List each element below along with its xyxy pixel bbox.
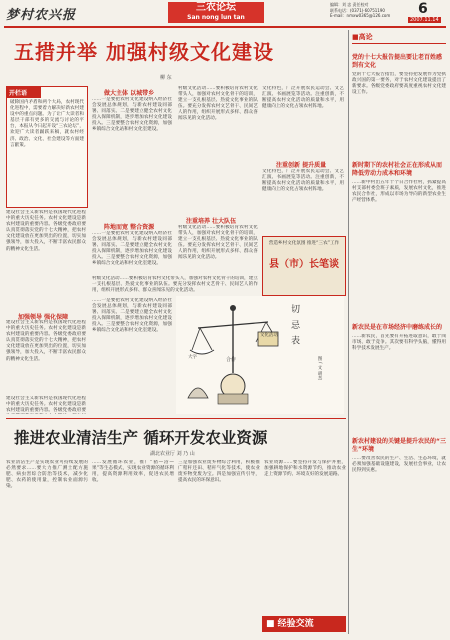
newspaper-logo: 梦村农兴报 xyxy=(6,8,77,23)
bottom-col-3: 三是加强农业废弃物综合利用，积极推广秸秆还田、秸秆气化等技术，使农业废弃物变废为宝。四是加强宣传引导，提高农民的环保意识。 xyxy=(178,460,260,484)
subhead-col3: 注重培养 壮大队伍 xyxy=(186,218,237,225)
article-col-7: 建设社会主义新农村是我国现代化进程中的重大历史任务。农村文化建设是新农村建设的重要内容。各级党委政府要 xyxy=(6,396,86,414)
subhead-col4: 注重创新 提升质量 xyxy=(276,162,327,169)
right-column-divider xyxy=(348,30,349,634)
right-body-1: 党的十七大报告指出，要坚持把发展作为党执政兴国的第一要务，对于农村文化建设提出了新要求。各级党委政府要高度重视农村文化建设工作。 xyxy=(352,72,446,96)
article-col-1: 建设社会主义新农村是我国现代化进程中的重大历史任务。农村文化建设是新农村建设的重要内容。各级党委政府要认真贯彻落实党的十七大精神，把农村文化建设放在更加突出的位置，切实加强领导，加大投入，不断丰富农民群众的精神文化生活。 xyxy=(6,210,86,252)
county-banner xyxy=(262,236,346,296)
article-col-5: 村级文化活动……要积极培育农村文化带头人，加强对农村文化骨干的培训，建立一支扎根基层、热爱文化事业的队伍。要充分发挥农村文艺骨干、民间艺人的作用，组织开展形式多样、群众喜闻乐见的文化活动。 xyxy=(92,276,258,294)
bottom-byline: 湖北农业厅 刘 乃 山 xyxy=(150,451,195,457)
right-body-3: ……新农民，首先要有开拓进取意识，敢于闯市场、敢于竞争。其次要有科学头脑，懂得用科学技术发展生产。 xyxy=(352,334,446,352)
bottom-col-4: 农业资源……要坚持开发与保护并重，加强耕地保护和水资源节约，推动农业走上资源节约、环境友好的发展道路。 xyxy=(264,460,346,478)
article-col-4b: 文化特色，广泛开展农民运动会、文艺汇演、书画展览等活动。注重创新，不断提高农村文化活动的质量和水平，用健康向上的文化占领农村阵地。 xyxy=(262,169,344,193)
article-col-2: ……一是要把农村文化建设纳入经济社会发展总体规划，与新农村建设同部署、同落实。二是要建立健全农村文化投入保障机制，逐步增加农村文化建设投入。三是要整合农村文化资源，加强乡镇综合文化站和村文化室建设。 xyxy=(92,97,172,133)
cartoon-panel xyxy=(176,296,344,414)
county-banner-title: 县（市）长笔谈 xyxy=(269,259,339,270)
editor-line: 编辑：刘 忠 责任校对 xyxy=(330,2,369,7)
article-col-3b: 村级文化活动……要积极培育农村文化带头人，加强对农村文化骨干的培训，建立一支扎根基层、热爱文化事业的队伍。要充分发挥农村文艺骨干、民间艺人的作用，组织开展形式多样、群众喜闻乐见的文化活动。 xyxy=(178,225,258,261)
opinion-box-label: 开栏语 xyxy=(7,87,41,98)
right-heading-4: 新农村建设的关键是提升农民的“三生”环境 xyxy=(352,438,446,453)
article-col-1b: 建设社会主义新农村是我国现代化进程中的重大历史任务。农村文化建设是新农村建设的重要内容。各级党委政府要认真贯彻落实党的十七大精神，把农村文化建设放在更加突出的位置，切实加强领导，加大投入，不断丰富农民群众的精神文化生活。 xyxy=(6,320,86,362)
section-title-tab xyxy=(168,2,264,23)
email-line: E-mail：nmxw0365@126.com xyxy=(330,13,391,18)
subhead-col2b: 阵地而宽 整合资源 xyxy=(104,224,155,231)
main-headline: 五措并举 加强村级文化建设 xyxy=(14,40,274,64)
issue-date: 2007.11.14 xyxy=(410,17,439,23)
county-banner-sub: 营造乡村文化氛围 推进“三农”工作 xyxy=(268,241,340,246)
right-heading-3: 新农民是在市场经济中磨练成长的 xyxy=(352,324,443,331)
masthead-rule xyxy=(4,26,446,28)
cartoon-title: 切 忌 表 xyxy=(289,304,299,347)
subhead-col2a: 做大主体 以城带乡 xyxy=(104,90,155,97)
right-heading-1: 党的十七大报告提出要让老百姓感到有文化 xyxy=(352,54,443,69)
subhead-col1: 加强领导 强化保障 xyxy=(18,314,69,321)
edition-info xyxy=(330,2,410,19)
square-icon: ■ xyxy=(266,619,278,629)
masthead xyxy=(0,0,450,26)
bottom-headline: 推进农业清洁生产 循环开发农业资源 xyxy=(14,428,268,447)
article-col-4: 文化特色，广泛开展农民运动会、文艺汇演、书画展览等活动。注重创新，不断提高农村文化活动的质量和水平，用健康向上的文化占领农村阵地。 xyxy=(262,86,344,110)
right-body-4: ……要改善农民的生产、生活、生态环境，就必须加强基础设施建设，发展社会事业，让农民得到实惠。 xyxy=(352,456,446,474)
experience-tab: ■ 经验交流 xyxy=(262,616,346,632)
opinion-box-body: 破除国内矛盾和两个大局，农村现代化进程中，需要着力解决好新农村建设中的重点问题。为了让广大读者和基层干部有更多的交流与讨论的平台，本报从今日起开设“三农论坛”，欢迎广大读者踊跃来稿，就农村经济、政治、文化、社会建设等方面建言献策。 xyxy=(10,100,84,148)
bottom-col-1: 农业清洁生产是实现农业可持续发展的必然要求……要大力推广测土配方施肥、病虫害综合防治等技术，减少化肥、农药的使用量，控制农业面源污染。 xyxy=(6,460,88,490)
section-title-en: San nong lun tan xyxy=(187,14,245,21)
opinion-box xyxy=(6,86,88,208)
cartoon-tag-1: 合作 xyxy=(226,357,237,363)
cartoon-tag-3: 大字 xyxy=(188,355,197,360)
square-icon: ■ xyxy=(352,33,359,41)
section-title-cn: 三农论坛 xyxy=(196,2,236,13)
article-col-6: ……一是要把农村文化建设纳入经济社会发展总体规划，与新农村建设同部署、同落实。二是要建立健全农村文化投入保障机制，逐步增加农村文化建设投入。三是要整合农村文化资源，加强乡镇综合文化站和村文化室建设。 xyxy=(92,298,172,334)
right-column xyxy=(352,32,446,632)
page-number: 6 xyxy=(418,1,428,17)
phone-line: 联系电话：(0371)·60751190 xyxy=(330,7,385,13)
cartoon-tag-2: 文化活动 xyxy=(260,333,278,338)
cartoon-credit: 图 / 文 胡杰 xyxy=(317,356,322,380)
right-body-2: ……新中村出五年十个日合作社村，抓紧提高村支部村委会班子素质，发展农村文化，推进农民合作社，形成以市场为导向的新型农业生产经营体系。 xyxy=(352,180,446,204)
main-byline: 柳 东 xyxy=(160,75,172,81)
bottom-col-2: ……发展循环农业，推广“猪—沼—果”等生态模式，实现农业资源的循环利用，提高资源利用效率，促进农民增收。 xyxy=(92,460,174,484)
article-col-2b: ……一是要把农村文化建设纳入经济社会发展总体规划，与新农村建设同部署、同落实。二是要建立健全农村文化投入保障机制，逐步增加农村文化建设投入。三是要整合农村文化资源，加强乡镇综合文化站和村文化室建设。 xyxy=(92,231,172,267)
bottom-story-rule xyxy=(6,418,346,419)
article-col-3: 村级文化活动……要积极培育农村文化带头人，加强对农村文化骨干的培训，建立一支扎根基层、热爱文化事业的队伍。要充分发挥农村文艺骨干、民间艺人的作用，组织开展形式多样、群众喜闻乐见的文化活动。 xyxy=(178,86,258,122)
right-column-tab: ■高论 xyxy=(352,32,446,44)
right-heading-2: 新时期下的农村社会正在形成从而降低劳动力成本和环境 xyxy=(352,162,443,177)
